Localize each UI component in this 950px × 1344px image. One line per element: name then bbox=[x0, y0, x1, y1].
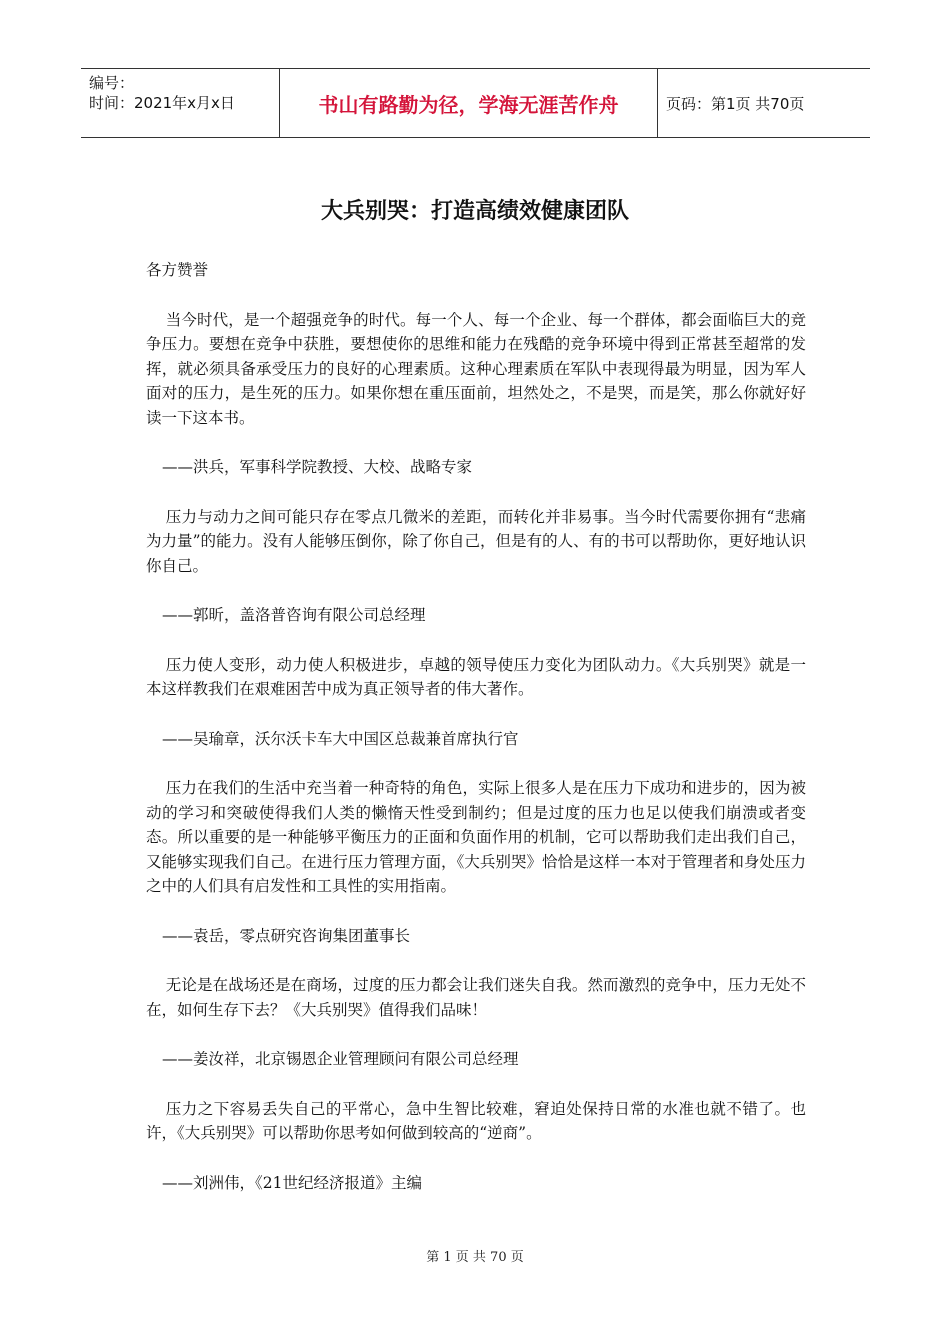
header-date-label: 时间：2021年x月x日 bbox=[89, 94, 235, 112]
quote-attribution: ——袁岳，零点研究咨询集团董事长 bbox=[162, 926, 411, 945]
page-header bbox=[81, 68, 870, 138]
quote-text: 当今时代，是一个超强竞争的时代。每一个人、每一个企业、每一个群体，都会面临巨大的竞争压力。要想在竞争中获胜，要想使你的思维和能力在残酷的竞争环境中得到正常甚至超常的发挥，就必须具备承受压力的良好的心理素质。这种心理素质在军队中表现得最为明显，因为军人面对的压力，是生死的压力。如果你想在重压面前，坦然处之，不是哭，而是笑，那么你就好好读一下这本书。 bbox=[146, 310, 806, 427]
document-title: 大兵别哭：打造高绩效健康团队 bbox=[320, 198, 629, 224]
header-page-info: 页码：第1页 共70页 bbox=[666, 94, 805, 113]
section-heading: 各方赞誉 bbox=[146, 261, 209, 279]
quote-attribution: ——姜汝祥，北京锡恩企业管理顾问有限公司总经理 bbox=[162, 1050, 519, 1068]
quote-text: 压力之下容易丢失自己的平常心，急中生智比较难，窘迫处保持日常的水准也就不错了。也许，《大兵别哭》可以帮助你思考如何做到较高的“逆商”。 bbox=[146, 1099, 806, 1142]
header-motto: 书山有路勤为径，学海无涯苦作舟 bbox=[280, 69, 658, 137]
header-number-label: 编号： bbox=[89, 74, 135, 92]
quote-attribution: ——吴瑜章，沃尔沃卡车大中国区总裁兼首席执行官 bbox=[162, 729, 519, 748]
quote-text: 压力使人变形，动力使人积极进步，卓越的领导使压力变化为团队动力。《大兵别哭》就是一本这样教我们在艰难困苦中成为真正领导者的伟大著作。 bbox=[146, 655, 806, 698]
page-footer: 第 1 页 共 70 页 bbox=[426, 1250, 524, 1265]
quote-text: 无论是在战场还是在商场，过度的压力都会让我们迷失自我。然而激烈的竞争中，压力无处不在，如何生存下去？《大兵别哭》值得我们品味！ bbox=[146, 976, 806, 1019]
quote-attribution: ——刘洲伟，《21世纪经济报道》主编 bbox=[162, 1173, 422, 1192]
header-meta bbox=[81, 69, 280, 137]
quote-text: 压力在我们的生活中充当着一种奇特的角色，实际上很多人是在压力下成功和进步的，因为被动的学习和突破使得我们人类的懒惰天性受到制约；但是过度的压力也足以使我们崩溃或者变态。所以重要的是一种能够平衡压力的正面和负面作用的机制，它可以帮助我们走出我们自己，又能够实现我们自己。在进行压力管理方面，《大兵别哭》恰恰是这样一本对于管理者和身处压力之中的人们具有启发性和工具性的实用指南。 bbox=[146, 779, 806, 895]
document-body bbox=[146, 258, 806, 1220]
quote-attribution: ——郭昕，盖洛普咨询有限公司总经理 bbox=[162, 606, 426, 624]
quote-attribution: ——洪兵，军事科学院教授、大校、战略专家 bbox=[162, 458, 473, 476]
quote-text: 压力与动力之间可能只存在零点几微米的差距，而转化并非易事。当今时代需要你拥有“悲痛为力量”的能力。没有人能够压倒你，除了你自己，但是有的人、有的书可以帮助你，更好地认识你自己。 bbox=[146, 507, 806, 575]
